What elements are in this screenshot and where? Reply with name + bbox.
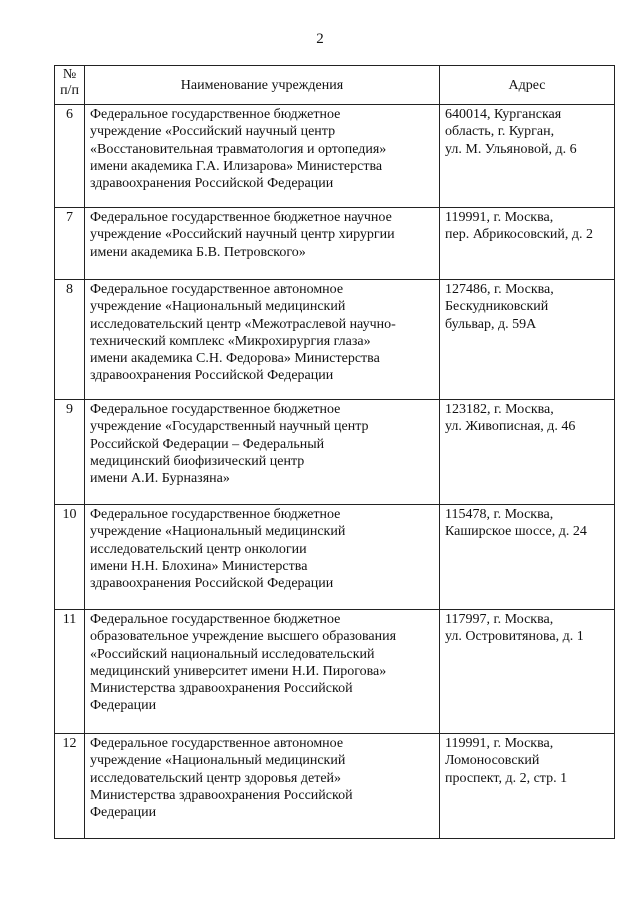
address-cell xyxy=(440,734,615,839)
address-line: ул. Живописная, д. 46 xyxy=(445,419,576,435)
row-number: 10 xyxy=(55,505,85,610)
institution-name-line: «Восстановительная травматология и ортопедия» xyxy=(90,141,387,157)
institution-name-line: здравоохранения Российской Федерации xyxy=(90,368,334,384)
table-header-row xyxy=(55,66,615,105)
address-line: 117997, г. Москва, xyxy=(445,612,554,627)
address-line: 123182, г. Москва, xyxy=(445,402,554,417)
address-cell xyxy=(440,105,615,208)
institution-name-line: учреждение «Национальный медицинский xyxy=(90,753,346,769)
institution-name-line: имени академика Б.В. Петровского» xyxy=(90,244,306,260)
institutions-table xyxy=(54,65,615,839)
institution-name-line: технический комплекс «Микрохирургия глаза» xyxy=(90,333,371,349)
row-number: 8 xyxy=(55,280,85,400)
table-row xyxy=(55,280,615,400)
address-line: Бескудниковский xyxy=(445,299,549,315)
header-number-abbr: п/п xyxy=(60,83,79,98)
header-name: Наименование учреждения xyxy=(85,66,440,105)
row-number: 12 xyxy=(55,734,85,839)
institution-name-line: Российской Федерации – Федеральный xyxy=(90,436,325,452)
address-line: 119991, г. Москва, xyxy=(445,736,554,751)
institution-name-line: имени Н.Н. Блохина» Министерства xyxy=(90,558,308,574)
address-line: 115478, г. Москва, xyxy=(445,507,554,522)
address-line: Каширское шоссе, д. 24 xyxy=(445,524,587,540)
institution-name-line: Федеральное государственное бюджетное xyxy=(90,402,341,417)
table-row xyxy=(55,208,615,280)
institution-name-line: медицинский университет имени Н.И. Пирогова» xyxy=(90,663,387,679)
table-row xyxy=(55,505,615,610)
row-number: 6 xyxy=(55,105,85,208)
address-line: пер. Абрикосовский, д. 2 xyxy=(445,227,594,243)
institution-name-line: здравоохранения Российской Федерации xyxy=(90,176,334,192)
institution-name-line: Федеральное государственное бюджетное научное xyxy=(90,210,392,225)
institution-name-line: имени А.И. Бурназяна» xyxy=(90,471,230,487)
address-cell xyxy=(440,208,615,280)
institution-name-line: учреждение «Российский научный центр хирургии xyxy=(90,227,395,243)
page-number: 2 xyxy=(316,31,324,47)
institution-name-line: имени академика Г.А. Илизарова» Министерства xyxy=(90,158,383,174)
address-line: проспект, д. 2, стр. 1 xyxy=(445,770,568,786)
institution-name-line: учреждение «Национальный медицинский xyxy=(90,524,346,540)
address-cell xyxy=(440,400,615,505)
institution-name-line: учреждение «Российский научный центр xyxy=(90,124,336,140)
address-line: 640014, Курганская xyxy=(445,107,562,122)
address-line: 119991, г. Москва, xyxy=(445,210,554,225)
institution-name-cell xyxy=(85,400,440,505)
header-address: Адрес xyxy=(440,66,615,105)
institution-name-line: исследовательский центр здоровья детей» xyxy=(90,770,342,786)
institution-name-line: образовательное учреждение высшего образования xyxy=(90,629,397,645)
institution-name-line: Федеральное государственное автономное xyxy=(90,282,344,297)
table-row xyxy=(55,105,615,208)
institution-name-line: исследовательский центр онкологии xyxy=(90,541,307,557)
institution-name-line: медицинский биофизический центр xyxy=(90,453,305,469)
institution-name-cell xyxy=(85,505,440,610)
institution-name-line: Министерства здравоохранения Российской xyxy=(90,681,353,697)
row-number: 7 xyxy=(55,208,85,280)
institution-name-line: здравоохранения Российской Федерации xyxy=(90,576,334,592)
institution-name-cell xyxy=(85,208,440,280)
header-number xyxy=(55,66,85,105)
institution-name-cell xyxy=(85,734,440,839)
institution-name-cell xyxy=(85,610,440,734)
institution-name-line: учреждение «Национальный медицинский xyxy=(90,299,346,315)
address-line: ул. Островитянова, д. 1 xyxy=(445,629,584,645)
table-row xyxy=(55,610,615,734)
institution-name-line: исследовательский центр «Межотраслевой научно- xyxy=(90,316,396,332)
address-line: 127486, г. Москва, xyxy=(445,282,554,297)
institution-name-line: «Российский национальный исследовательский xyxy=(90,646,375,662)
table-row xyxy=(55,734,615,839)
institution-name-line: имени академика С.Н. Федорова» Министерства xyxy=(90,351,380,367)
address-line: ул. М. Ульяновой, д. 6 xyxy=(445,141,577,157)
row-number: 9 xyxy=(55,400,85,505)
institution-name-line: Федеральное государственное бюджетное xyxy=(90,612,341,627)
address-line: Ломоносовский xyxy=(445,753,540,769)
institution-name-cell xyxy=(85,105,440,208)
row-number: 11 xyxy=(55,610,85,734)
institution-name-line: Федерации xyxy=(90,805,157,821)
institution-name-line: Федеральное государственное бюджетное xyxy=(90,507,341,522)
institution-name-line: Федеральное государственное автономное xyxy=(90,736,344,751)
institution-name-line: Федерации xyxy=(90,698,157,714)
institution-name-line: Министерства здравоохранения Российской xyxy=(90,787,353,803)
address-cell xyxy=(440,610,615,734)
institution-name-line: учреждение «Государственный научный центр xyxy=(90,419,369,435)
header-number-symbol: № xyxy=(62,67,77,82)
address-line: область, г. Курган, xyxy=(445,124,555,140)
institution-name-line: Федеральное государственное бюджетное xyxy=(90,107,341,122)
address-cell xyxy=(440,280,615,400)
address-cell xyxy=(440,505,615,610)
institution-name-cell xyxy=(85,280,440,400)
table-row xyxy=(55,400,615,505)
address-line: бульвар, д. 59А xyxy=(445,316,537,332)
